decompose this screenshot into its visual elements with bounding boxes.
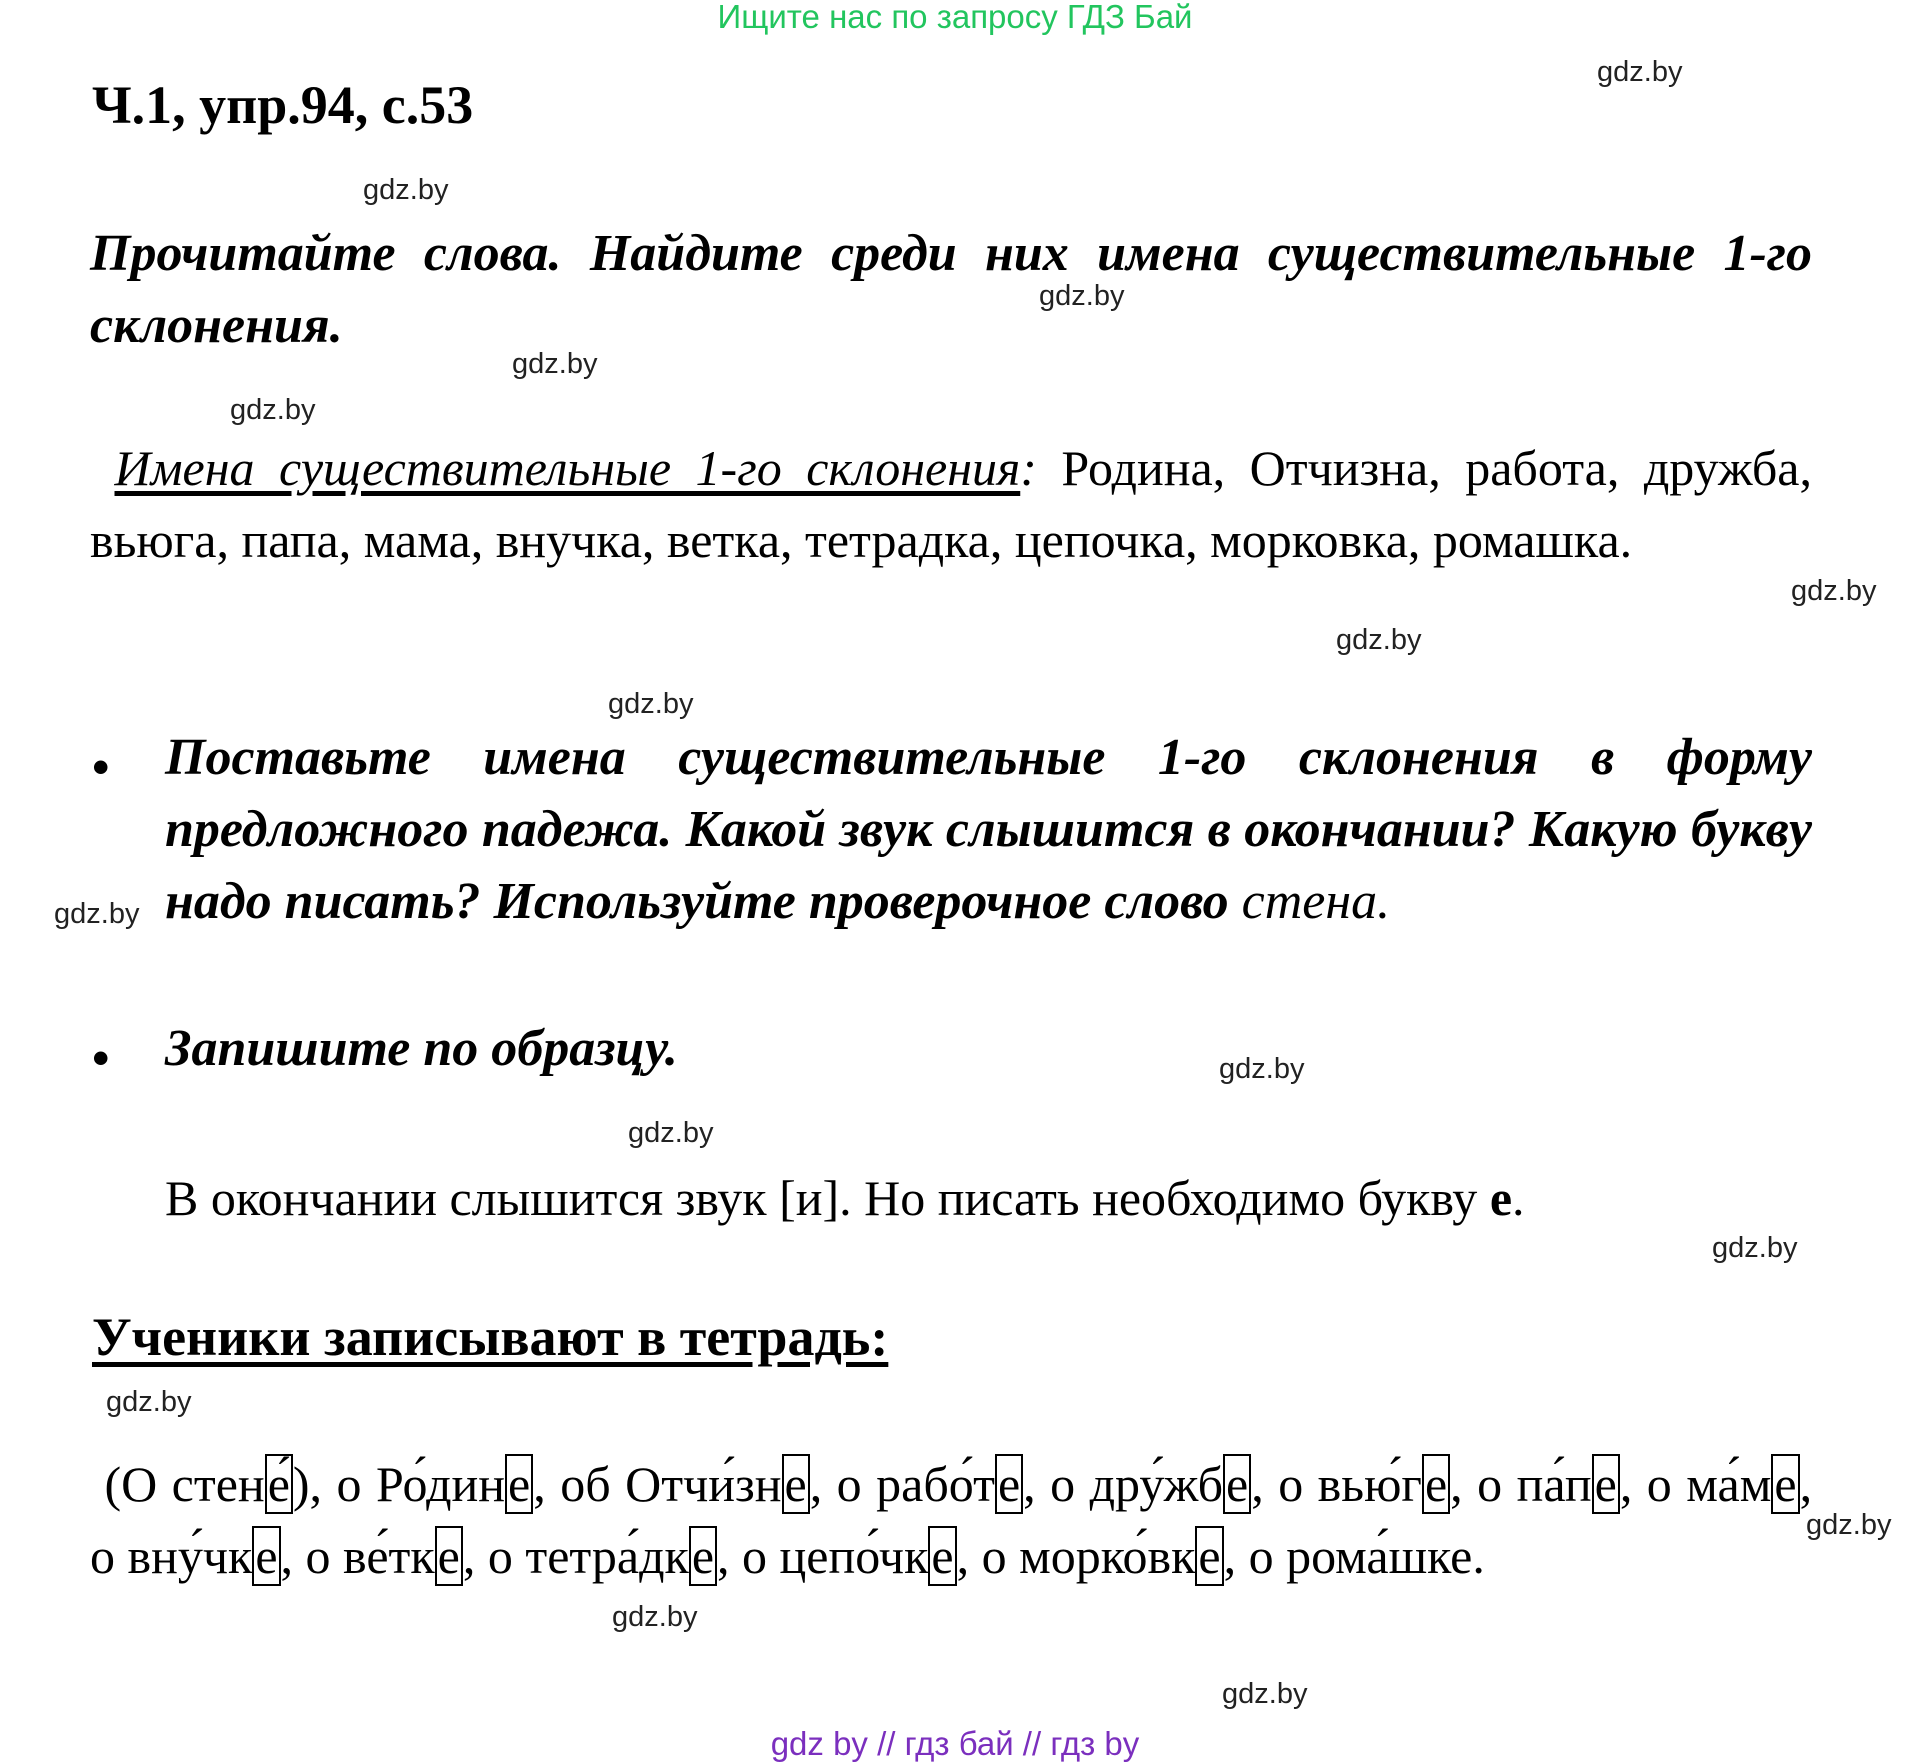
form-stem: о ве́тк — [305, 1528, 435, 1584]
watermark: gdz.by — [512, 348, 598, 380]
form-stem: о па́п — [1477, 1456, 1592, 1512]
form-stem: о вью́г — [1278, 1456, 1422, 1512]
form-stem: о дру́жб — [1050, 1456, 1224, 1512]
form-punctuation: . — [1472, 1528, 1485, 1584]
bullet-text-1: Поставьте имена существительные 1-го склонения в форму предложного падежа. Какой звук слышится в окончании? Какую букву надо писать? Используйте проверочное слово — [165, 729, 1812, 930]
bullet-instruction-2: Запишите по образцу. — [165, 1020, 678, 1077]
answer-first-declension — [90, 432, 1812, 576]
bullet-marker-1: • — [92, 739, 110, 795]
watermark: gdz.by — [1806, 1509, 1892, 1541]
form-punctuation: , — [1799, 1456, 1813, 1512]
watermark: gdz.by — [106, 1386, 192, 1418]
explanation-letter: е — [1489, 1170, 1513, 1226]
form-item — [1647, 1454, 1812, 1514]
form-item — [982, 1526, 1249, 1586]
form-stem: о рабо́т — [836, 1456, 995, 1512]
form-punctuation: , — [1251, 1456, 1279, 1512]
form-punctuation: , — [462, 1528, 488, 1584]
form-item — [742, 1526, 982, 1586]
form-punctuation: ), — [292, 1456, 337, 1512]
watermark: gdz.by — [628, 1117, 714, 1149]
form-ending-box: е — [435, 1526, 463, 1586]
watermark: gdz.by — [612, 1601, 698, 1633]
form-stem: о ма́м — [1646, 1456, 1772, 1512]
form-ending-box: е́ — [265, 1454, 293, 1514]
exercise-title: Ч.1, упр.94, с.53 — [92, 75, 474, 135]
answer-label: Имена существительные 1-го склонения — [114, 440, 1021, 496]
form-stem: о рома́шке — [1248, 1528, 1473, 1584]
task-instruction: Прочитайте слова. Найдите среди них имена существительные 1-го склонения. — [90, 225, 1812, 354]
answer-colon: : — [1020, 440, 1037, 496]
watermark: gdz.by — [363, 174, 449, 206]
form-item — [1477, 1454, 1647, 1514]
watermark: gdz.by — [608, 688, 694, 720]
form-ending-box: е — [1592, 1454, 1620, 1514]
form-stem: о Ро́дин — [336, 1456, 506, 1512]
form-item — [1278, 1454, 1477, 1514]
form-punctuation: , — [809, 1456, 837, 1512]
notebook-heading: Ученики записывают в тетрадь: — [92, 1307, 889, 1367]
watermark: gdz.by — [1597, 56, 1683, 88]
watermark: gdz.by — [1791, 575, 1877, 607]
form-item — [488, 1526, 742, 1586]
prepositional-forms — [90, 1448, 1812, 1592]
top-banner: Ищите нас по запросу ГДЗ Бай — [717, 0, 1193, 35]
footer-links: gdz by // гдз бай // гдз by — [770, 1725, 1140, 1762]
answer-words: Родина, Отчизна, работа, дружба, вьюга, папа, мама, внучка, ветка, тетрадка, цепочка, морковка, ромашка. — [90, 440, 1812, 568]
form-punctuation: , — [956, 1528, 982, 1584]
form-punctuation: , — [1619, 1456, 1647, 1512]
watermark: gdz.by — [1219, 1053, 1305, 1085]
form-punctuation: , — [1223, 1528, 1249, 1584]
form-stem: об Отчи́зн — [560, 1456, 782, 1512]
explanation-end: . — [1512, 1170, 1525, 1226]
form-ending-box: е — [689, 1526, 717, 1586]
form-item — [560, 1454, 836, 1514]
form-ending-box: е — [782, 1454, 810, 1514]
form-item — [306, 1526, 488, 1586]
form-ending-box: е — [1771, 1454, 1799, 1514]
bullet-instruction-1 — [165, 722, 1812, 938]
bullet-marker-2: • — [92, 1030, 110, 1086]
form-punctuation: , — [280, 1528, 306, 1584]
explanation-text: В окончании слышится звук [и]. Но писать необходимо букву — [165, 1170, 1478, 1226]
watermark: gdz.by — [1039, 280, 1125, 312]
form-stem: о тетра́дк — [487, 1528, 689, 1584]
form-stem: о морко́вк — [981, 1528, 1196, 1584]
form-stem: (О стен — [104, 1456, 265, 1512]
form-punctuation: , — [1023, 1456, 1051, 1512]
form-stem: о цепо́чк — [742, 1528, 929, 1584]
form-punctuation: , — [533, 1456, 561, 1512]
form-ending-box: е — [1195, 1526, 1223, 1586]
form-stem: о вну́чк — [90, 1528, 253, 1584]
form-ending-box: е — [1223, 1454, 1251, 1514]
form-ending-box: е — [928, 1526, 956, 1586]
form-item — [90, 1526, 306, 1586]
form-item — [1050, 1454, 1278, 1514]
watermark: gdz.by — [54, 898, 140, 930]
form-ending-box: е — [252, 1526, 280, 1586]
form-ending-box: е — [505, 1454, 533, 1514]
watermark: gdz.by — [1712, 1232, 1798, 1264]
form-item — [104, 1454, 336, 1514]
check-word: стена. — [1241, 873, 1391, 930]
watermark: gdz.by — [230, 394, 316, 426]
form-item — [337, 1454, 561, 1514]
watermark: gdz.by — [1336, 624, 1422, 656]
explanation — [165, 1162, 1525, 1234]
form-punctuation: , — [1450, 1456, 1478, 1512]
form-punctuation: , — [717, 1528, 743, 1584]
form-ending-box: е — [1422, 1454, 1450, 1514]
form-item — [837, 1454, 1050, 1514]
form-item — [1249, 1528, 1485, 1584]
watermark: gdz.by — [1222, 1678, 1308, 1710]
form-ending-box: е — [995, 1454, 1023, 1514]
